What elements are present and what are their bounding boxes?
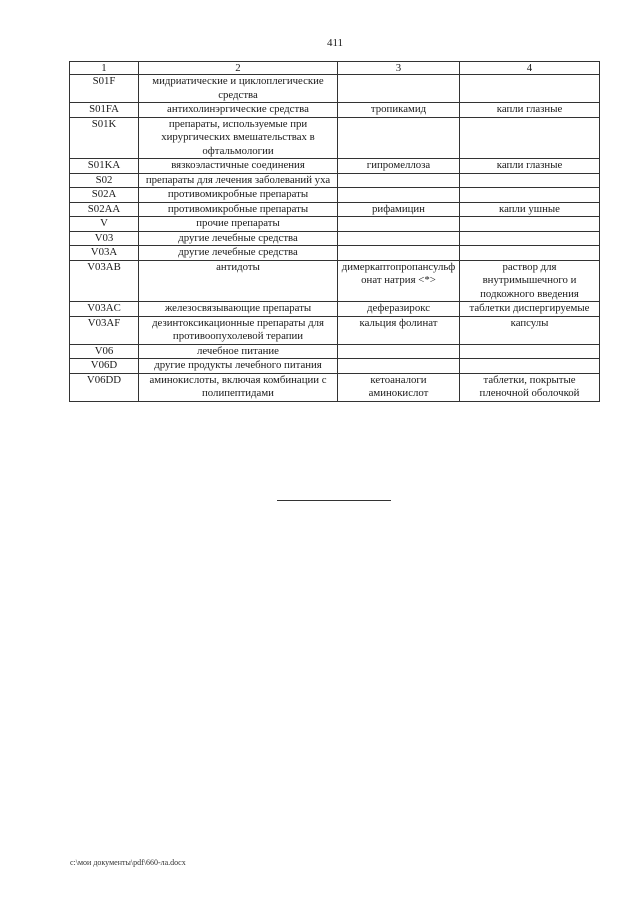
- table-cell: димеркаптопропансульфонат натрия <*>: [338, 260, 460, 302]
- table-cell: деферазирокс: [338, 302, 460, 317]
- table-cell: [460, 117, 600, 159]
- table-cell: препараты, используемые при хирургических вмешательствах в офтальмологии: [139, 117, 338, 159]
- table-row: [70, 302, 600, 317]
- table-cell: капли глазные: [460, 159, 600, 174]
- atc-code-cell: V06DD: [70, 373, 139, 401]
- atc-code-cell: S02: [70, 173, 139, 188]
- table-cell: [338, 117, 460, 159]
- table-cell: [338, 75, 460, 103]
- table-row: [70, 188, 600, 203]
- table-cell: [338, 246, 460, 261]
- separator-line: [277, 500, 391, 501]
- table-cell: [338, 173, 460, 188]
- table-cell: [338, 217, 460, 232]
- table-cell: другие лечебные средства: [139, 231, 338, 246]
- atc-code-cell: V: [70, 217, 139, 232]
- table-row: [70, 231, 600, 246]
- column-header: 1: [70, 62, 139, 75]
- table-cell: [460, 188, 600, 203]
- table-body: [70, 75, 600, 402]
- table-cell: кетоаналоги аминокислот: [338, 373, 460, 401]
- atc-code-cell: V03AF: [70, 316, 139, 344]
- table-cell: раствор для внутримышечного и подкожного введения: [460, 260, 600, 302]
- table-cell: [338, 188, 460, 203]
- footer-file-path: c:\мои документы\pdf\660-ла.docx: [70, 858, 186, 867]
- column-header: 3: [338, 62, 460, 75]
- table-row: [70, 103, 600, 118]
- table-row: [70, 159, 600, 174]
- table-cell: антидоты: [139, 260, 338, 302]
- table-cell: железосвязывающие препараты: [139, 302, 338, 317]
- atc-code-cell: S01FA: [70, 103, 139, 118]
- atc-code-cell: S01F: [70, 75, 139, 103]
- table-cell: таблетки диспергируемые: [460, 302, 600, 317]
- table-row: [70, 373, 600, 401]
- table-cell: другие продукты лечебного питания: [139, 359, 338, 374]
- table-cell: вязкоэластичные соединения: [139, 159, 338, 174]
- drug-table: [69, 61, 600, 402]
- table-cell: капли глазные: [460, 103, 600, 118]
- table-cell: кальция фолинат: [338, 316, 460, 344]
- table-cell: аминокислоты, включая комбинации с полипептидами: [139, 373, 338, 401]
- table-cell: капли ушные: [460, 202, 600, 217]
- table-row: [70, 75, 600, 103]
- table-row: [70, 217, 600, 232]
- table-cell: [460, 344, 600, 359]
- table-cell: тропикамид: [338, 103, 460, 118]
- table-row: [70, 202, 600, 217]
- table-row: [70, 246, 600, 261]
- table-cell: [460, 231, 600, 246]
- table-cell: таблетки, покрытые пленочной оболочкой: [460, 373, 600, 401]
- atc-code-cell: V06D: [70, 359, 139, 374]
- column-header: 2: [139, 62, 338, 75]
- table-cell: противомикробные препараты: [139, 202, 338, 217]
- table-cell: [460, 75, 600, 103]
- table-cell: противомикробные препараты: [139, 188, 338, 203]
- table-cell: [460, 217, 600, 232]
- table-row: [70, 260, 600, 302]
- table-cell: лечебное питание: [139, 344, 338, 359]
- table-row: [70, 316, 600, 344]
- table-cell: препараты для лечения заболеваний уха: [139, 173, 338, 188]
- atc-code-cell: V03AC: [70, 302, 139, 317]
- atc-code-cell: S02AA: [70, 202, 139, 217]
- table-cell: прочие препараты: [139, 217, 338, 232]
- table-header-row: [70, 62, 600, 75]
- table-cell: [460, 359, 600, 374]
- table-cell: другие лечебные средства: [139, 246, 338, 261]
- table-cell: [460, 173, 600, 188]
- table-row: [70, 344, 600, 359]
- atc-code-cell: S02A: [70, 188, 139, 203]
- table-cell: дезинтоксикационные препараты для противоопухолевой терапии: [139, 316, 338, 344]
- atc-code-cell: S01KA: [70, 159, 139, 174]
- atc-code-cell: V03AB: [70, 260, 139, 302]
- table-cell: [460, 246, 600, 261]
- table-cell: капсулы: [460, 316, 600, 344]
- atc-code-cell: V03: [70, 231, 139, 246]
- table-row: [70, 173, 600, 188]
- table-cell: гипромеллоза: [338, 159, 460, 174]
- table-cell: [338, 359, 460, 374]
- atc-code-cell: V06: [70, 344, 139, 359]
- table-cell: рифамицин: [338, 202, 460, 217]
- column-header: 4: [460, 62, 600, 75]
- table-row: [70, 117, 600, 159]
- table-cell: [338, 344, 460, 359]
- table-cell: антихолинэргические средства: [139, 103, 338, 118]
- page-number: 411: [326, 37, 344, 49]
- atc-code-cell: S01K: [70, 117, 139, 159]
- atc-code-cell: V03A: [70, 246, 139, 261]
- table-cell: мидриатические и циклоплегические средства: [139, 75, 338, 103]
- table-cell: [338, 231, 460, 246]
- table-row: [70, 359, 600, 374]
